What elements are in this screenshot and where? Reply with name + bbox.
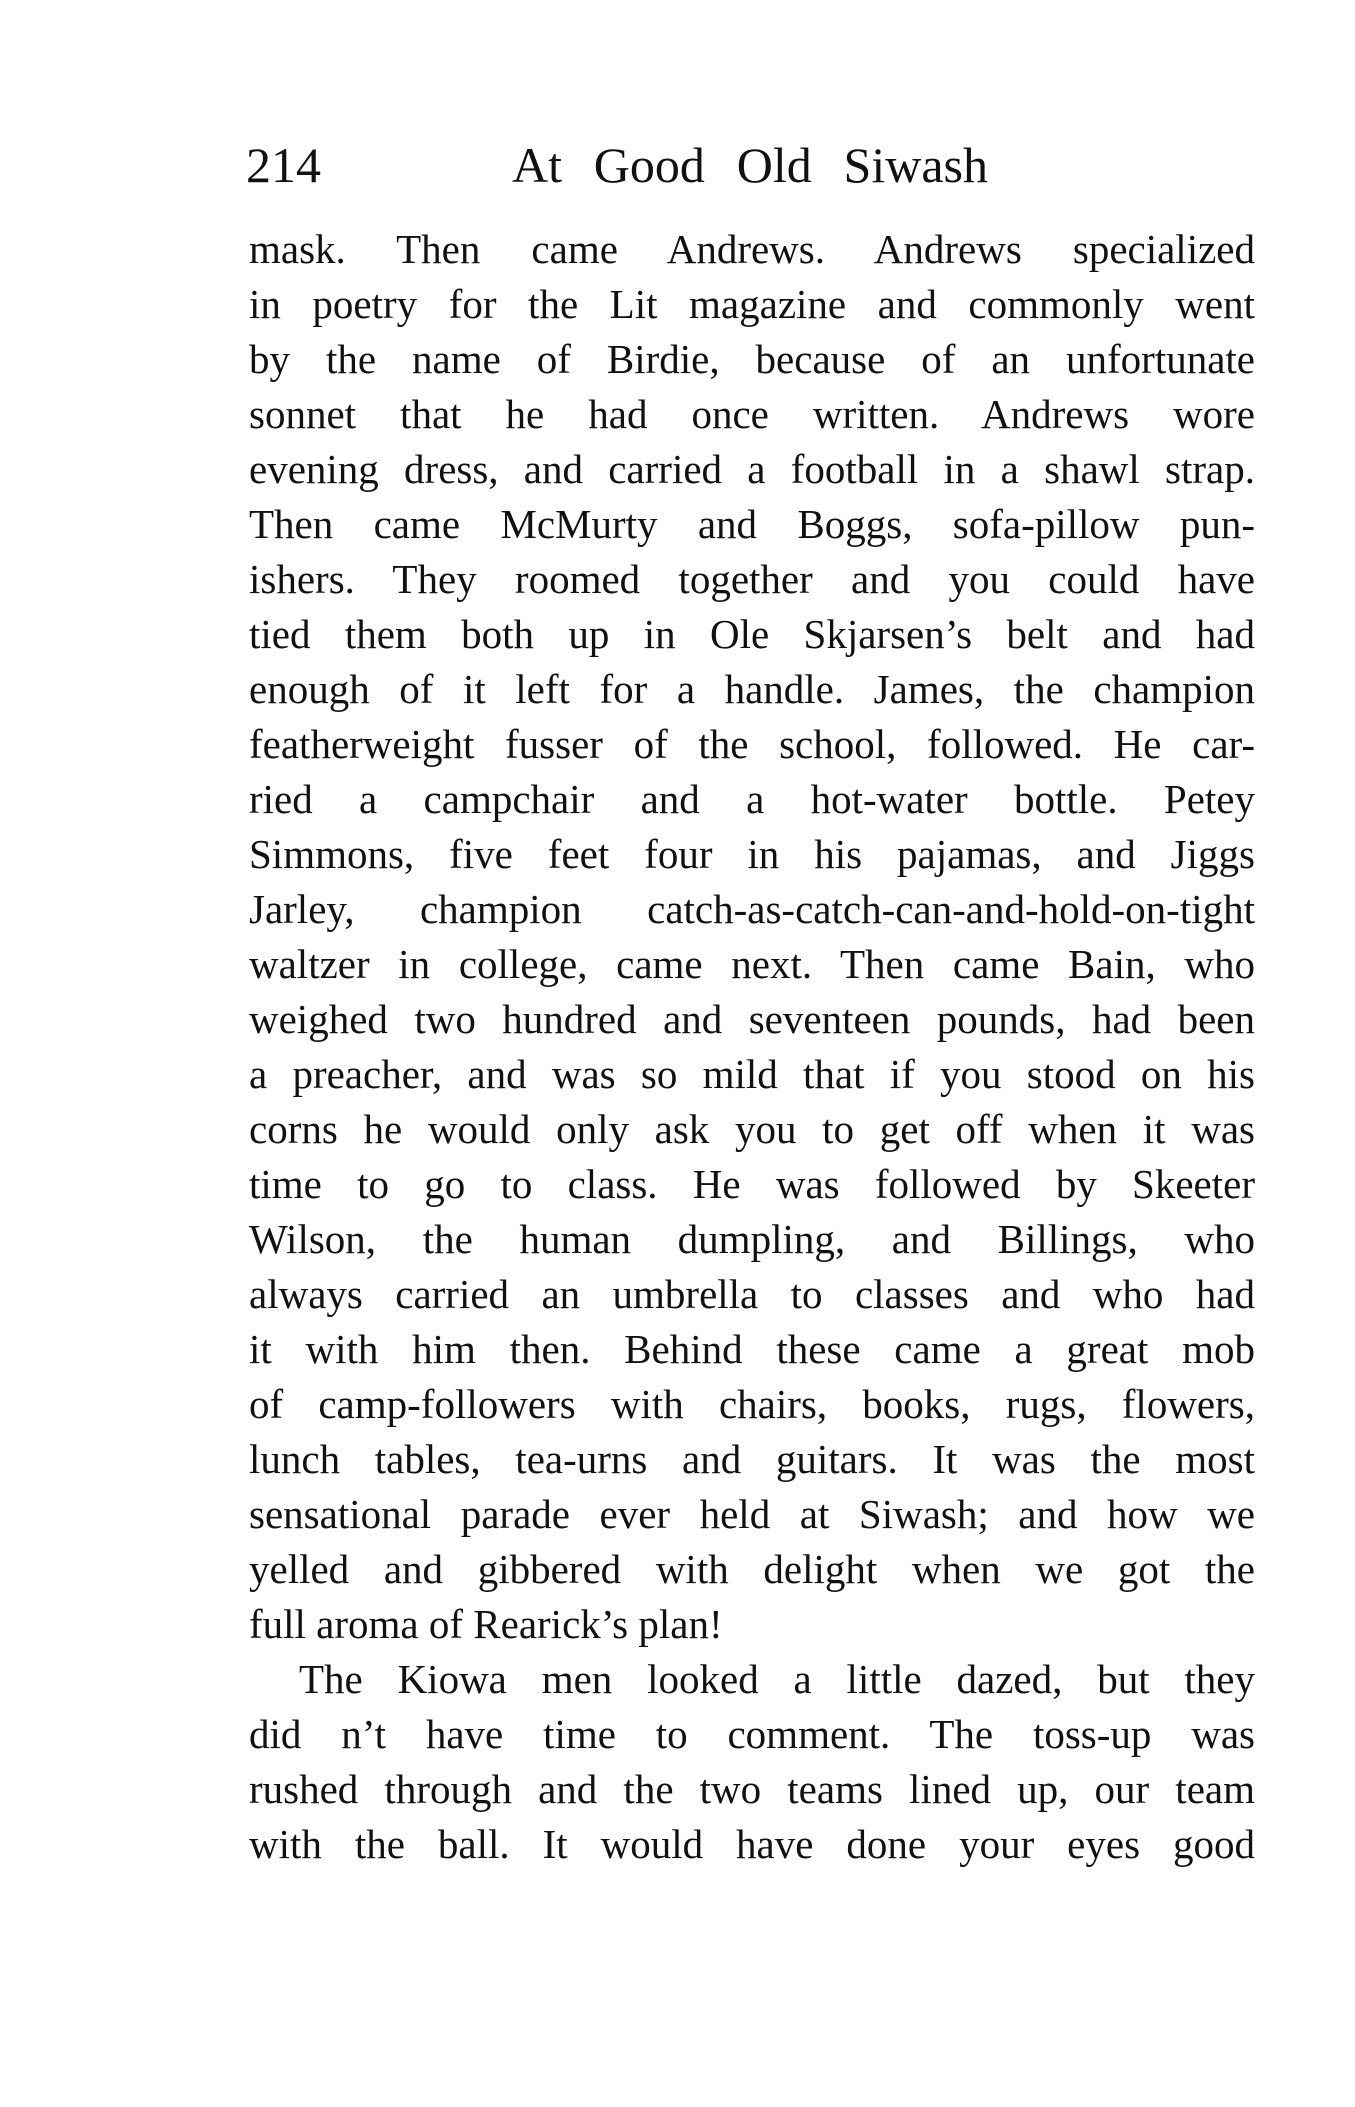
text-line: time to go to class. He was followed by Skeeter — [249, 1161, 1255, 1207]
text-line: evening dress, and carried a football in a shawl strap. — [249, 446, 1255, 492]
text-line: Wilson, the human dumpling, and Billings, who — [249, 1216, 1255, 1262]
text-line: corns he would only ask you to get off when it was — [249, 1106, 1255, 1152]
text-line: ried a campchair and a hot-water bottle. Petey — [249, 776, 1255, 822]
text-line: sonnet that he had once written. Andrews wore — [249, 391, 1255, 437]
text-line: always carried an umbrella to classes and who had — [249, 1271, 1255, 1317]
text-line: featherweight fusser of the school, followed. He car- — [249, 721, 1255, 767]
text-line: Simmons, five feet four in his pajamas, and Jiggs — [249, 831, 1255, 877]
text-line: enough of it left for a handle. James, the champion — [249, 666, 1255, 712]
body-text — [249, 222, 1255, 1872]
text-line: lunch tables, tea-urns and guitars. It was the most — [249, 1436, 1255, 1482]
text-line: by the name of Birdie, because of an unfortunate — [249, 336, 1255, 382]
text-line: with the ball. It would have done your eyes good — [249, 1821, 1255, 1867]
text-line: yelled and gibbered with delight when we got the — [249, 1546, 1255, 1592]
text-line: in poetry for the Lit magazine and commonly went — [249, 281, 1255, 327]
text-line: it with him then. Behind these came a great mob — [249, 1326, 1255, 1372]
running-title: At Good Old Siwash — [512, 137, 988, 193]
text-line: rushed through and the two teams lined up, our team — [249, 1766, 1255, 1812]
text-line: sensational parade ever held at Siwash; and how we — [249, 1491, 1255, 1537]
text-line: weighed two hundred and seventeen pounds, had been — [249, 996, 1255, 1042]
text-line: a preacher, and was so mild that if you stood on his — [249, 1051, 1255, 1097]
paragraph — [249, 1652, 1255, 1872]
text-line: Then came McMurty and Boggs, sofa-pillow pun- — [249, 501, 1255, 547]
text-line: of camp-followers with chairs, books, rugs, flowers, — [249, 1381, 1255, 1427]
text-line: mask. Then came Andrews. Andrews specialized — [249, 226, 1255, 272]
text-line: ishers. They roomed together and you could have — [249, 556, 1255, 602]
text-line: waltzer in college, came next. Then came Bain, who — [249, 941, 1255, 987]
text-line: Jarley, champion catch-as-catch-can-and-hold-on-tight — [249, 886, 1255, 932]
text-line: did n’t have time to comment. The toss-up was — [249, 1711, 1255, 1757]
paragraph — [249, 222, 1255, 1652]
text-line: The Kiowa men looked a little dazed, but they — [299, 1656, 1255, 1702]
page-number: 214 — [246, 137, 321, 193]
text-line: tied them both up in Ole Skjarsen’s belt and had — [249, 611, 1255, 657]
text-line: full aroma of Rearick’s plan! — [249, 1601, 723, 1647]
